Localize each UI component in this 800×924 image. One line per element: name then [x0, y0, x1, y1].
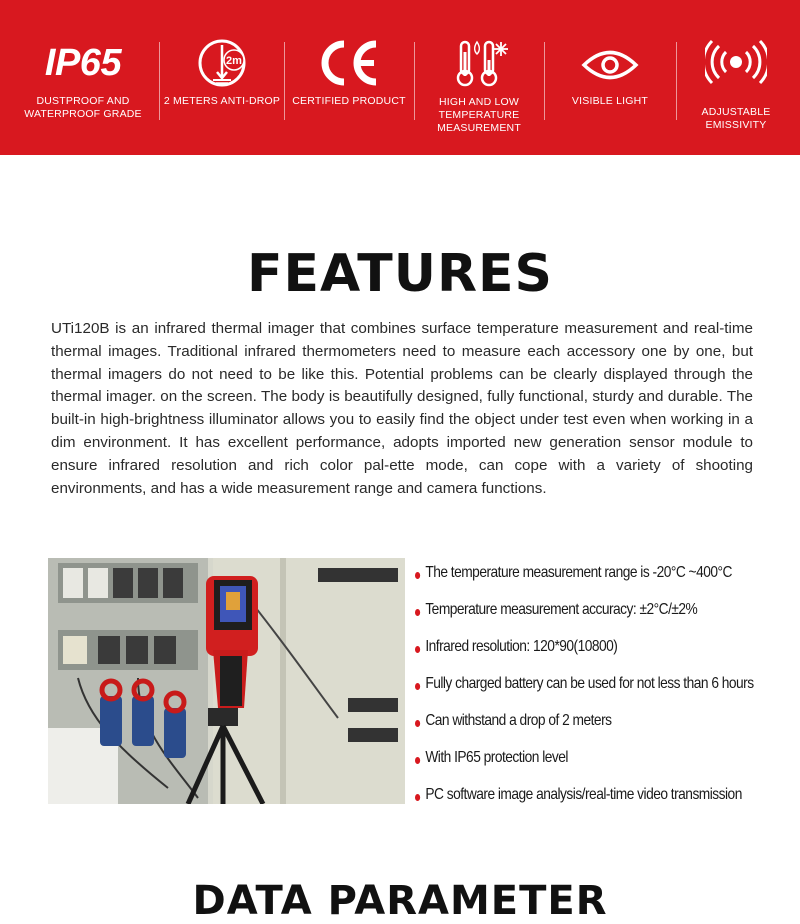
spec-item [415, 782, 754, 819]
feature-emissivity [676, 0, 796, 155]
feature-anti-drop [160, 0, 284, 155]
bullet-icon [415, 757, 420, 764]
spec-item [415, 597, 754, 634]
thermometer-icon [414, 38, 544, 88]
data-parameter-heading: DATA PARAMETER [192, 878, 608, 924]
spec-text: Fully charged battery can be used for not less than 6 hours [425, 675, 754, 692]
spec-text: PC software image analysis/real-time video transmission [425, 786, 742, 803]
features-heading: FEATURES [247, 244, 553, 304]
feature-banner [0, 0, 800, 155]
features-description: UTi120B is an infrared thermal imager that combines surface temperature measurement and real-time thermal images. Traditional infrared thermometers need to measure each accessory one by one, but thermal imagers do not need to be like this. Potential problems can be clearly displayed through the thermal imager. on the screen. The body is beautifully designed, fully functional, sturdy and durable. The built-in high-brightness illuminator allows you to easily find the object under test even when working in a dim environment. It has excellent performance, adopts imported new generation sensor module to ensure infrared resolution and rich color pal-ette mode, can cope with a variety of shooting environments, and has a wide measurement range and camera functions. [51, 320, 753, 497]
feature-certified [284, 0, 414, 155]
spec-text: The temperature measurement range is -20°C ~400°C [425, 564, 732, 581]
feature-temperature [414, 0, 544, 155]
bullet-icon [415, 794, 420, 801]
feature-label: CERTIFIED PRODUCT [292, 95, 406, 107]
ce-mark-icon [284, 38, 414, 88]
bullet-icon [415, 683, 420, 690]
spec-item [415, 745, 754, 782]
bullet-icon [415, 646, 420, 653]
spec-text: With IP65 protection level [425, 749, 568, 766]
ip65-logo: IP65 [44, 42, 122, 84]
spec-item [415, 560, 754, 597]
feature-label: 2 METERS ANTI-DROP [163, 95, 281, 107]
feature-label: DUSTPROOF AND WATERPROOF GRADE [24, 95, 142, 120]
spec-item [415, 671, 754, 708]
product-photo [48, 558, 405, 804]
feature-label: VISIBLE LIGHT [571, 95, 649, 107]
drop-test-icon [160, 38, 284, 88]
spec-text: Can withstand a drop of 2 meters [425, 712, 612, 729]
feature-visible-light [544, 0, 676, 155]
bullet-icon [415, 609, 420, 616]
spec-text: Temperature measurement accuracy: ±2°C/±2% [425, 601, 698, 618]
bullet-icon [415, 720, 420, 727]
spec-item [415, 634, 754, 671]
drop-height-badge: 2m [226, 55, 242, 67]
feature-label: HIGH AND LOW TEMPERATURE MEASUREMENT [437, 96, 521, 134]
spec-text: Infrared resolution: 120*90(10800) [425, 638, 618, 655]
bullet-icon [415, 572, 420, 579]
eye-icon [544, 38, 676, 88]
signal-icon [676, 38, 796, 88]
feature-label: ADJUSTABLE EMISSIVITY [701, 106, 771, 131]
spec-list [415, 560, 800, 819]
feature-ip65 [12, 0, 154, 155]
spec-item [415, 708, 754, 745]
